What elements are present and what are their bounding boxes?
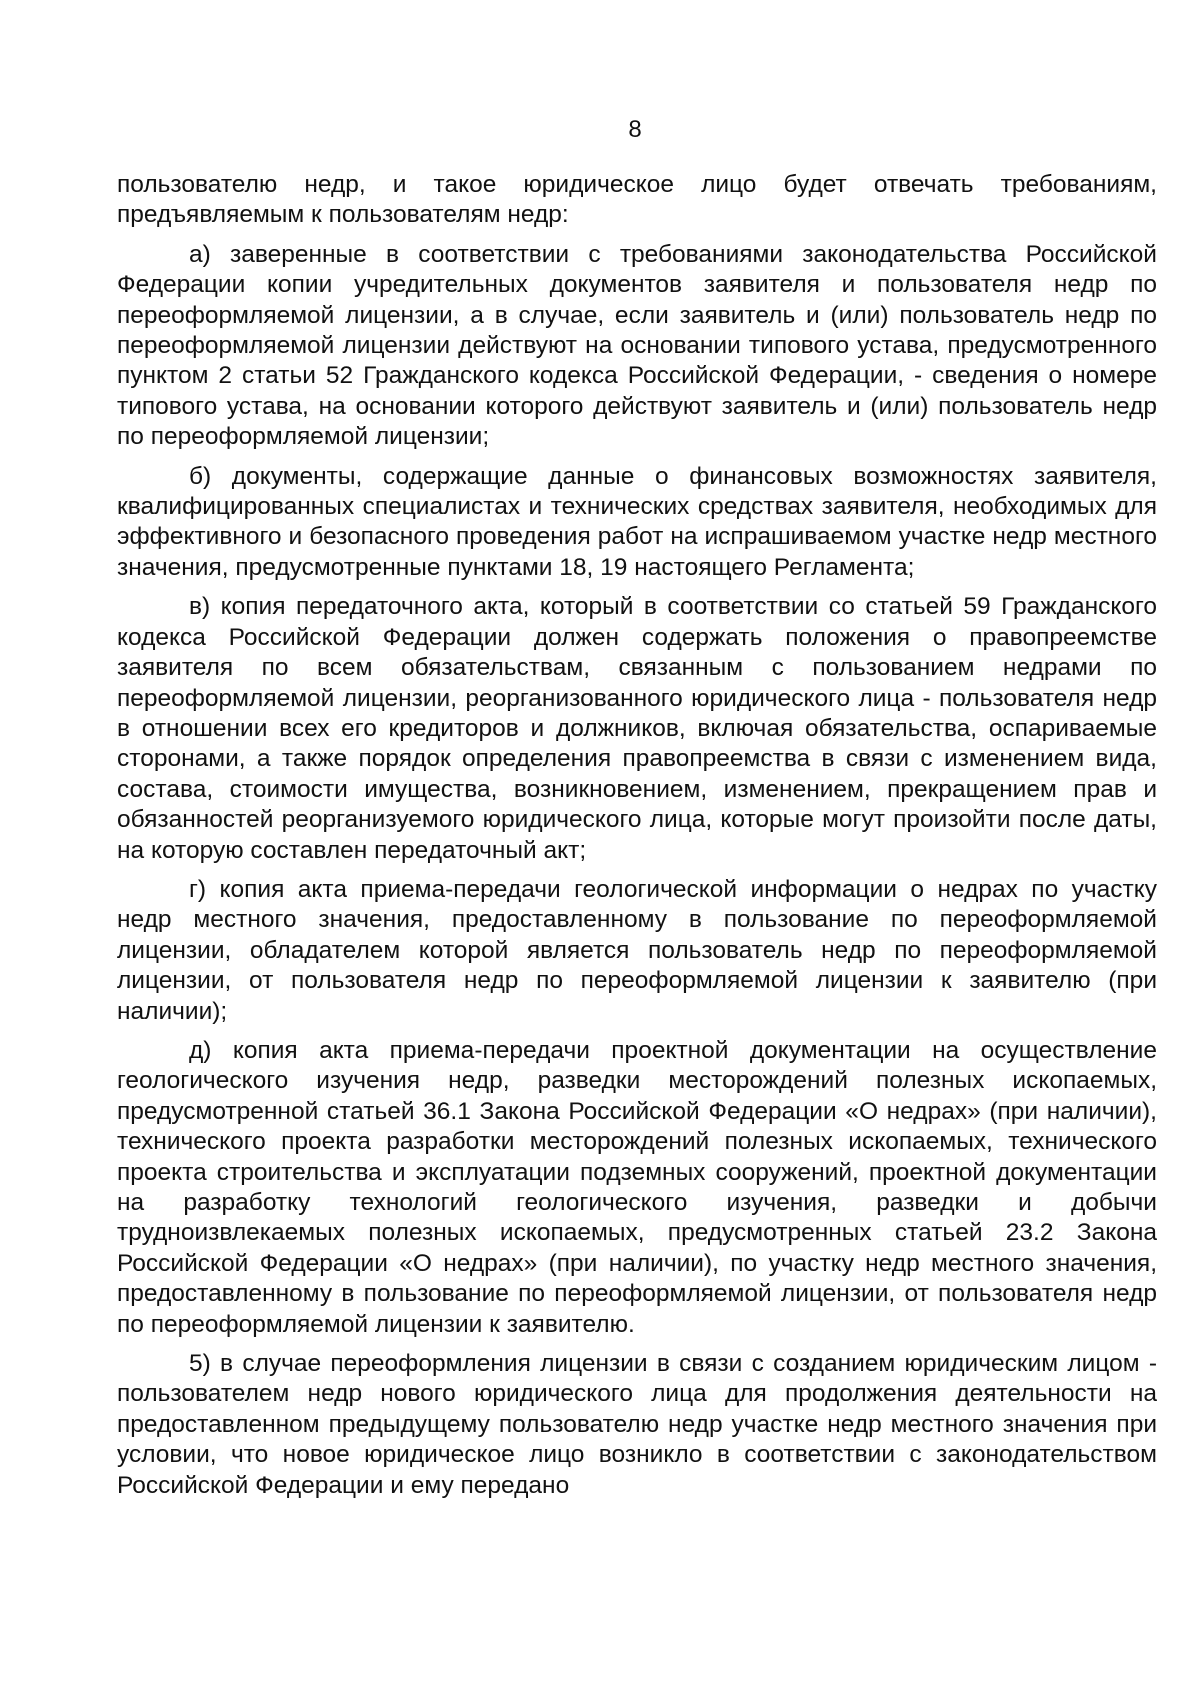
paragraph-item-d: д) копия акта приема-передачи проектной документации на осуществление геологического изучения недр, разведки месторождений полезных ископаемых, предусмотренной статьей 36.1 Закона Российской Федерации «О недрах» (при наличии), технического проекта разработки месторождений полезных ископаемых, технического проекта строительства и эксплуатации подземных сооружений, проектной документации на разработку технологий геологического изучения, разведки и добычи трудноизвлекаемых полезных ископаемых, предусмотренных статьей 23.2 Закона Российской Федерации «О недрах» (при наличии), по участку недр местного значения, предоставленному в пользование по переоформляемой лицензии, от пользователя недр по переоформляемой лицензии к заявителю.	[117, 1036, 1157, 1338]
document-body	[117, 170, 1157, 1510]
page-number: 8	[628, 116, 642, 143]
paragraph-item-5: 5) в случае переоформления лицензии в связи с созданием юридическим лицом - пользователем недр нового юридического лица для продолжения деятельности на предоставленном предыдущему пользователю недр участке недр местного значения при условии, что новое юридическое лицо возникло в соответствии с законодательством Российской Федерации и ему передано	[117, 1350, 1157, 1499]
paragraph-item-g: г) копия акта приема-передачи геологической информации о недрах по участку недр местного значения, предоставленному в пользование по переоформляемой лицензии, обладателем которой является пользователь недр по переоформляемой лицензии, от пользователя недр по переоформляемой лицензии к заявителю (при наличии);	[117, 875, 1157, 1025]
paragraph-item-v: в) копия передаточного акта, который в соответствии со статьей 59 Гражданского кодекса Российской Федерации должен содержать положения о правопреемстве заявителя по всем обязательствам, связанным с пользованием недрами по переоформляемой лицензии, реорганизованного юридического лица - пользователя недр в отношении всех его кредиторов и должников, включая обязательства, оспариваемые сторонами, а также порядок определения правопреемства в связи с изменением вида, состава, стоимости имущества, возникновением, изменением, прекращением прав и обязанностей реорганизуемого юридического лица, которые могут произойти после даты, на которую составлен передаточный акт;	[117, 593, 1157, 864]
paragraph-continuation: пользователю недр, и такое юридическое лицо будет отвечать требованиям, предъявляемым к пользователям недр:	[117, 171, 1157, 229]
paragraph-item-b: б) документы, содержащие данные о финансовых возможностях заявителя, квалифицированных специалистах и технических средствах заявителя, необходимых для эффективного и безопасного проведения работ на испрашиваемом участке недр местного значения, предусмотренные пунктами 18, 19 настоящего Регламента;	[117, 462, 1157, 581]
paragraph-item-a: а) заверенные в соответствии с требованиями законодательства Российской Федерации копии учредительных документов заявителя и пользователя недр по переоформляемой лицензии, а в случае, если заявитель и (или) пользователь недр по переоформляемой лицензии действуют на основании типового устава, предусмотренного пунктом 2 статьи 52 Гражданского кодекса Российской Федерации, - сведения о номере типового устава, на основании которого действуют заявитель и (или) пользователь недр по переоформляемой лицензии;	[117, 240, 1157, 451]
